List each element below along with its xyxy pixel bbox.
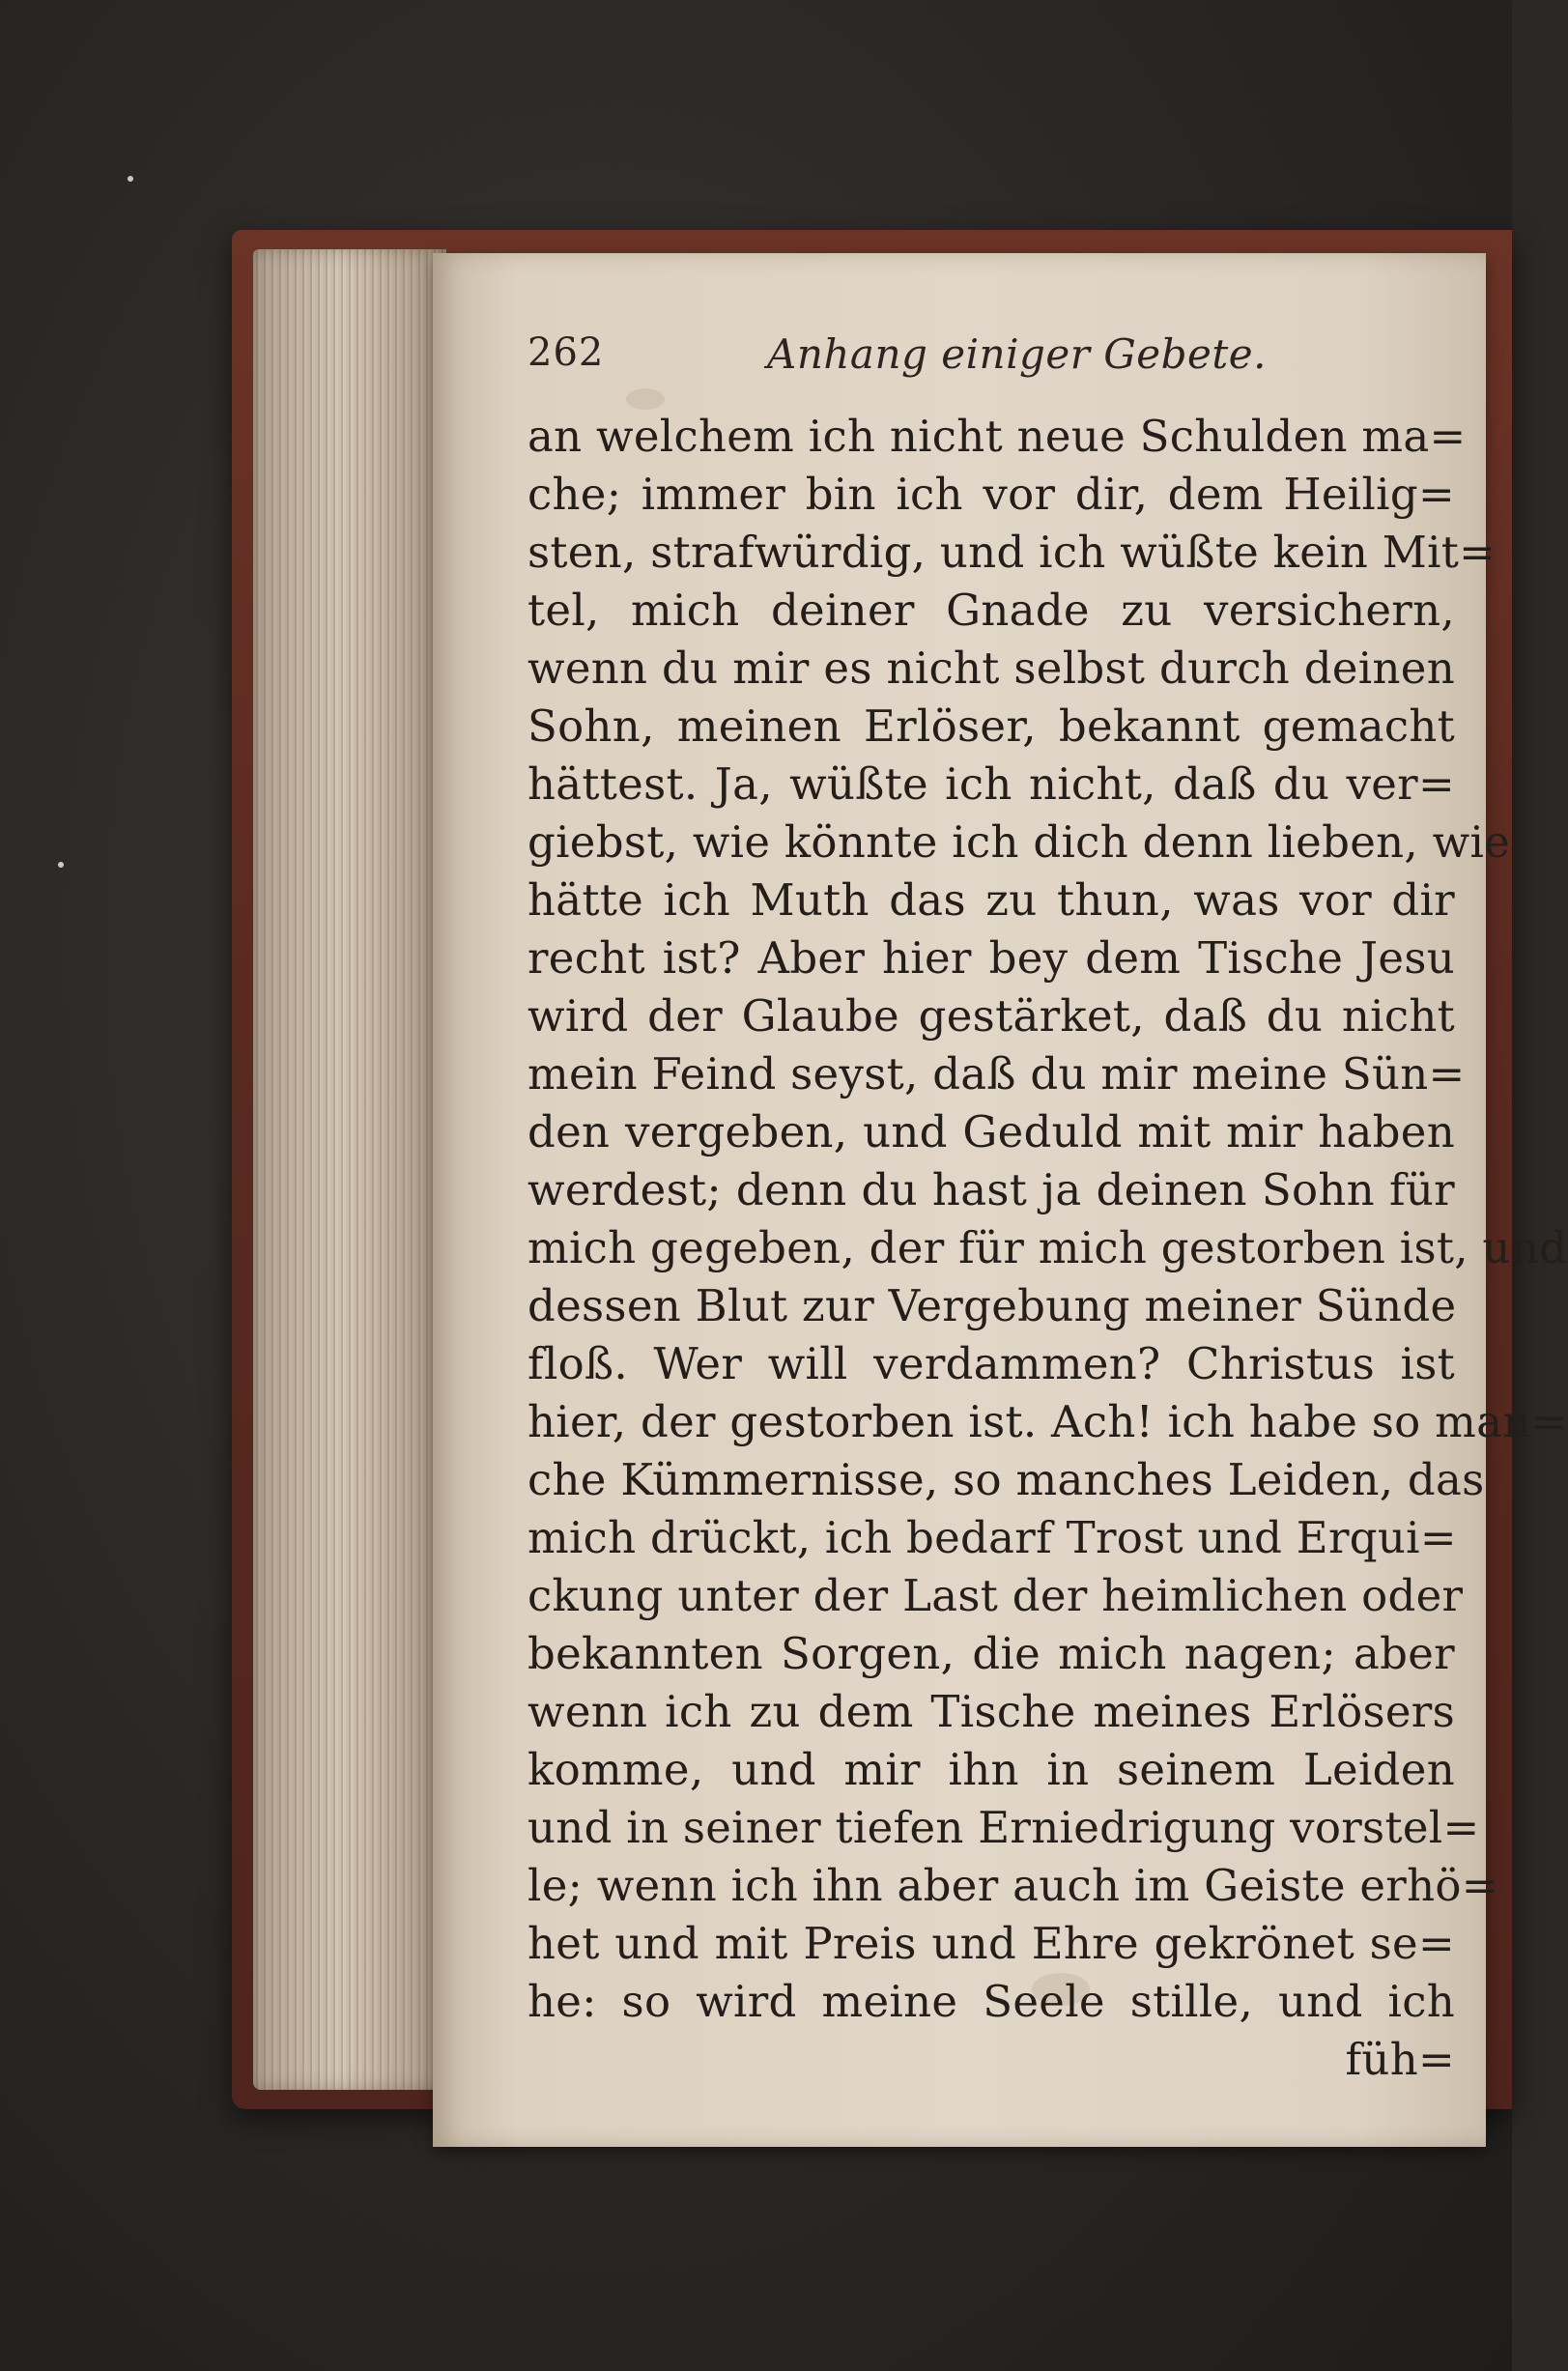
page-number: 262 <box>527 330 605 375</box>
text-line: giebst, wie könnte ich dich denn lieben, wie <box>527 816 1511 868</box>
text-line: den vergeben, und Geduld mit mir haben <box>527 1106 1455 1157</box>
text-line: recht ist? Aber hier bey dem Tische Jesu <box>527 932 1455 984</box>
text-line: hätte ich Muth das zu thun, was vor dir <box>527 874 1455 926</box>
text-line: bekannten Sorgen, die mich nagen; aber <box>527 1628 1455 1679</box>
text-line: sten, strafwürdig, und ich wüßte kein Mit= <box>527 527 1497 578</box>
text-line: wenn du mir es nicht selbst durch deinen <box>527 643 1455 694</box>
text-line: wenn ich zu dem Tische meines Erlösers <box>527 1686 1455 1737</box>
text-line: dessen Blut zur Vergebung meiner Sünde <box>527 1280 1457 1331</box>
text-line: wird der Glaube gestärket, daß du nicht <box>527 990 1455 1042</box>
dust-fleck <box>58 862 64 868</box>
text-line: werdest; denn du hast ja deinen Sohn für <box>527 1164 1455 1215</box>
text-line: mich drückt, ich bedarf Trost und Erqui= <box>527 1512 1457 1563</box>
book-page <box>433 253 1568 2147</box>
page-header <box>527 323 1455 400</box>
text-line: komme, und mir ihn in seinem Leiden <box>527 1744 1455 1795</box>
text-line: Sohn, meinen Erlöser, bekannt gemacht <box>527 700 1455 752</box>
text-line: tel, mich deiner Gnade zu versichern, <box>527 585 1455 636</box>
dust-fleck <box>128 176 133 182</box>
catchword: füh= <box>1345 2034 1455 2085</box>
page-block-shade <box>253 249 446 2090</box>
text-line: hättest. Ja, wüßte ich nicht, daß du ver= <box>527 758 1455 810</box>
body-text <box>527 408 1568 2089</box>
text-line: an welchem ich nicht neue Schulden ma= <box>527 411 1467 462</box>
text-line: mich gegeben, der für mich gestorben ist, und <box>527 1222 1568 1273</box>
text-line: le; wenn ich ihn aber auch im Geiste erhö= <box>527 1860 1498 1911</box>
page-content <box>527 323 1568 2089</box>
text-line: ckung unter der Last der heimlichen oder <box>527 1570 1464 1621</box>
text-line: hier, der gestorben ist. Ach! ich habe so man= <box>527 1396 1568 1447</box>
text-line: und in seiner tiefen Erniedrigung vorstel= <box>527 1802 1480 1853</box>
text-line: floß. Wer will verdammen? Christus ist <box>527 1338 1455 1389</box>
text-line: che Kümmernisse, so manches Leiden, das <box>527 1454 1485 1505</box>
text-line: che; immer bin ich vor dir, dem Heilig= <box>527 469 1455 520</box>
text-line: mein Feind seyst, daß du mir meine Sün= <box>527 1048 1466 1100</box>
running-head: Anhang einiger Gebete. <box>767 330 1267 378</box>
text-line: he: so wird meine Seele stille, und ich <box>527 1976 1455 2027</box>
text-line: het und mit Preis und Ehre gekrönet se= <box>527 1918 1455 1969</box>
